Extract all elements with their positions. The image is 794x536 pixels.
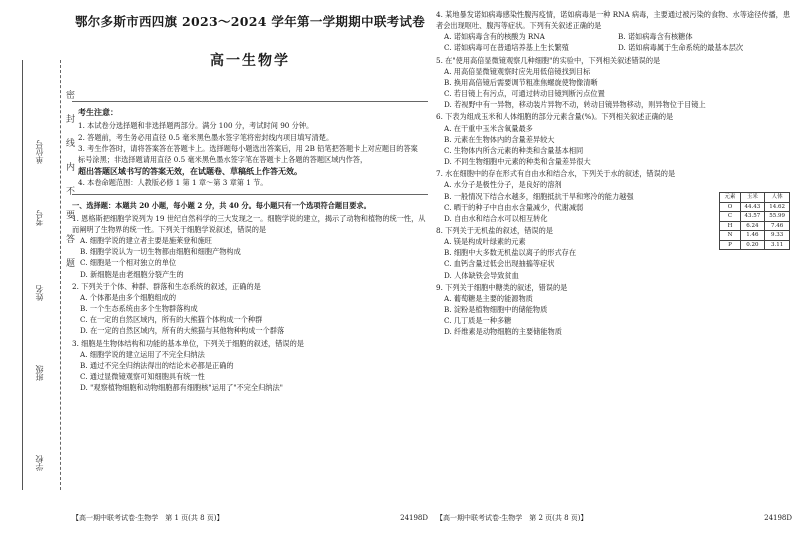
option: D. 纤维素是动物细胞的主要储能物质 <box>444 327 562 337</box>
option: B. 通过不完全归纳法得出的结论未必都是正确的 <box>80 360 234 370</box>
seal-dashed-line <box>60 60 61 490</box>
question-6 <box>436 111 792 167</box>
table-cell: 43.57 <box>740 212 765 222</box>
margin-label-school: 学校 <box>35 455 44 471</box>
margin-label-exam-no: 考号 <box>35 210 44 226</box>
footer-code: 24198D <box>400 514 428 523</box>
option: A. 细胞学说的建立者主要是施莱登和施旺 <box>80 236 212 246</box>
option: C. 细胞是一个相对独立的单位 <box>80 258 177 268</box>
option: B. 换用高倍镜后需要调节粗准焦螺旋使物像清晰 <box>444 77 598 87</box>
table-cell: 14.62 <box>765 202 790 212</box>
question-stem: 6. 下表为组成玉米和人体细胞的部分元素含量(%)。下列相关叙述正确的是 <box>436 112 674 122</box>
option: A. 水分子是极性分子，是良好的溶剂 <box>444 180 562 190</box>
question-stem: 2. 下列关于个体、种群、群落和生态系统的叙述，正确的是 <box>72 281 261 291</box>
question-1 <box>72 213 428 280</box>
footer-title: 【高一期中联考试卷·生物学 第 1 页(共 8 页)】 <box>72 514 224 523</box>
table-cell: 1.46 <box>740 231 765 241</box>
table-cell: H <box>720 221 740 231</box>
option: B. 元素在生物体内的含量差异较大 <box>444 134 555 144</box>
option: D. 不同生物细胞中元素的种类和含量差异很大 <box>444 157 591 167</box>
seal-text: 密封线内不要答题 <box>64 90 74 282</box>
options-row <box>444 31 792 42</box>
option: D. 诺如病毒属于生命系统的最基本层次 <box>618 43 744 53</box>
table-header: 元素 <box>720 193 740 203</box>
question-4 <box>436 9 792 54</box>
option: C. 晒干的种子中自由水含量减少，代谢减弱 <box>444 202 584 212</box>
table-cell: 0.20 <box>740 240 765 250</box>
option: B. 诺如病毒含有核糖体 <box>618 32 693 42</box>
table-cell: 6.24 <box>740 221 765 231</box>
subject-title: 高一生物学 <box>210 53 290 70</box>
question-5 <box>436 55 792 111</box>
page-footer <box>72 513 428 524</box>
option: D. 若视野中有一异物，移动装片异物不动，转动目镜异物移动，则异物位于目镜上 <box>444 100 706 110</box>
option: A. 镁是构成叶绿素的元素 <box>444 237 526 247</box>
option: A. 细胞学说的建立运用了不完全归纳法 <box>80 349 205 359</box>
section-heading: 一、选择题：本题共 20 小题，每小题 2 分，共 40 分。每小题只有一个选项符合题目要求。 <box>72 200 371 210</box>
table-cell: 44.43 <box>740 202 765 212</box>
page-footer <box>436 513 792 524</box>
margin-label-name: 姓名 <box>35 285 44 301</box>
option: D. 在一定的自然区域内，所有的大熊猫与其他物种构成一个群落 <box>80 326 285 336</box>
element-content-table <box>719 192 790 250</box>
table-cell: 55.99 <box>765 212 790 222</box>
notice-line: 1. 本试卷分选择题和非选择题两部分。满分 100 分，考试时间 90 分钟。 <box>78 121 314 131</box>
question-stem: 3. 细胞是生物体结构和功能的基本单位，下列关于细胞的叙述，错误的是 <box>72 338 304 348</box>
margin-line <box>22 60 23 490</box>
question-3 <box>72 338 428 394</box>
table-row <box>720 212 790 222</box>
option: D. 自由水和结合水可以相互转化 <box>444 213 548 223</box>
option: D. "观察植物细胞和动物细胞都有细胞核"运用了"不完全归纳法" <box>80 383 283 393</box>
options-row <box>444 42 792 53</box>
question-2 <box>72 281 428 337</box>
table-cell: N <box>720 231 740 241</box>
notice-line: 2. 答题前，考生务必用直径 0.5 毫米黑色墨水签字笔将密封线内项目填写清楚。 <box>78 132 334 142</box>
exam-title: 鄂尔多斯市西四旗 2023～2024 学年第一学期期中联考试卷 <box>74 14 426 29</box>
page-2 <box>436 0 792 536</box>
option: A. 用高倍显微镜观察时应先用低倍镜找到目标 <box>444 66 591 76</box>
option: B. 淀粉是植物细胞中的储能物质 <box>444 305 548 315</box>
option: A. 诺如病毒含有的核酸为 RNA <box>444 32 545 42</box>
notice-line-bold: 超出答题区域书写的答案无效，在试题卷、草稿纸上作答无效。 <box>78 166 302 177</box>
question-stem: 4. 某地暴发诺如病毒感染性腹泻疫情，诺如病毒是一种 RNA 病毒，主要通过被污染的食物、水等途径传播，患者会出现呕吐、腹泻等症状。下列有关叙述正确的是 <box>436 10 791 31</box>
notice-heading: 考生注意： <box>78 107 118 118</box>
table-header-row <box>720 193 790 203</box>
table-cell: C <box>720 212 740 222</box>
option: B. 细胞学说认为一切生物都由细胞和细胞产物构成 <box>80 247 241 257</box>
table-cell: 7.46 <box>765 221 790 231</box>
table-header: 玉米 <box>740 193 765 203</box>
question-stem: 7. 水在细胞中的存在形式有自由水和结合水，下列关于水的叙述，错误的是 <box>436 169 676 179</box>
notice-line: 4. 本卷命题范围：人教版必修 1 第 1 章～第 3 章第 1 节。 <box>78 178 268 188</box>
table-cell: P <box>720 240 740 250</box>
option: C. 生物体内所含元素的种类和含量基本相同 <box>444 145 584 155</box>
option: A. 在干重中玉米含氧量最多 <box>444 123 533 133</box>
option: A. 葡萄糖是主要的能源物质 <box>444 293 533 303</box>
option: D. 新细胞是由老细胞分裂产生的 <box>80 269 184 279</box>
option: D. 人体缺铁会导致贫血 <box>444 270 519 280</box>
option: B. 一个生态系统由多个生物群落构成 <box>80 304 198 314</box>
question-stem: 5. 在"使用高倍显微镜观察几种细胞"的实验中，下列相关叙述错误的是 <box>436 55 661 65</box>
question-stem: 1. 恩格斯把细胞学说列为 19 世纪自然科学的三大发现之一。细胞学说的建立，揭示了动物和植物的统一性，从而阐明了生物界的统一性。下列关于细胞学说叙述，错误的是 <box>72 213 426 234</box>
option: C. 几丁质是一种多糖 <box>444 316 512 326</box>
table-cell: 9.33 <box>765 231 790 241</box>
footer-code: 24198D <box>764 514 792 523</box>
notice-line: 3. 考生作答时，请将答案答在答题卡上。选择题每小题选出答案后，用 2B 铅笔把答题卡上对应题目的答案标号涂黑；非选择题请用直径 0.5 毫米黑色墨水签字笔在答题卡上各题的答题区域内作答， <box>78 143 418 164</box>
margin-label-unit: 单位号 <box>35 140 44 164</box>
table-row <box>720 202 790 212</box>
option: B. 细胞中大多数无机盐以离子的形式存在 <box>444 248 577 258</box>
page-1 <box>72 0 428 536</box>
table-row <box>720 221 790 231</box>
option: C. 若目镜上有污点，可通过转动目镜判断污点位置 <box>444 89 605 99</box>
table-cell: 3.11 <box>765 240 790 250</box>
footer-title: 【高一期中联考试卷·生物学 第 2 页(共 8 页)】 <box>436 514 588 523</box>
table-header: 人体 <box>765 193 790 203</box>
table-cell: O <box>720 202 740 212</box>
margin-label-class: 班级 <box>35 365 44 381</box>
option: A. 个体都是由多个细胞组成的 <box>80 292 177 302</box>
option: C. 诺如病毒可在普通培养基上生长繁殖 <box>444 43 569 53</box>
binding-margin <box>0 0 74 536</box>
question-stem: 9. 下列关于细胞中糖类的叙述，错误的是 <box>436 282 568 292</box>
option: C. 血钙含量过低会出现抽搐等症状 <box>444 259 555 269</box>
option: C. 通过显微镜观察可知细胞具有统一性 <box>80 371 205 381</box>
question-stem: 8. 下列关于无机盐的叙述，错误的是 <box>436 225 553 235</box>
option: C. 在一定的自然区域内，所有的大熊猫个体构成一个种群 <box>80 315 263 325</box>
table-row <box>720 231 790 241</box>
question-9 <box>436 282 792 338</box>
table-row <box>720 240 790 250</box>
option: B. 一般情况下结合水越多，细胞抵抗干旱和寒冷的能力越强 <box>444 191 634 201</box>
notice-box <box>72 101 428 195</box>
